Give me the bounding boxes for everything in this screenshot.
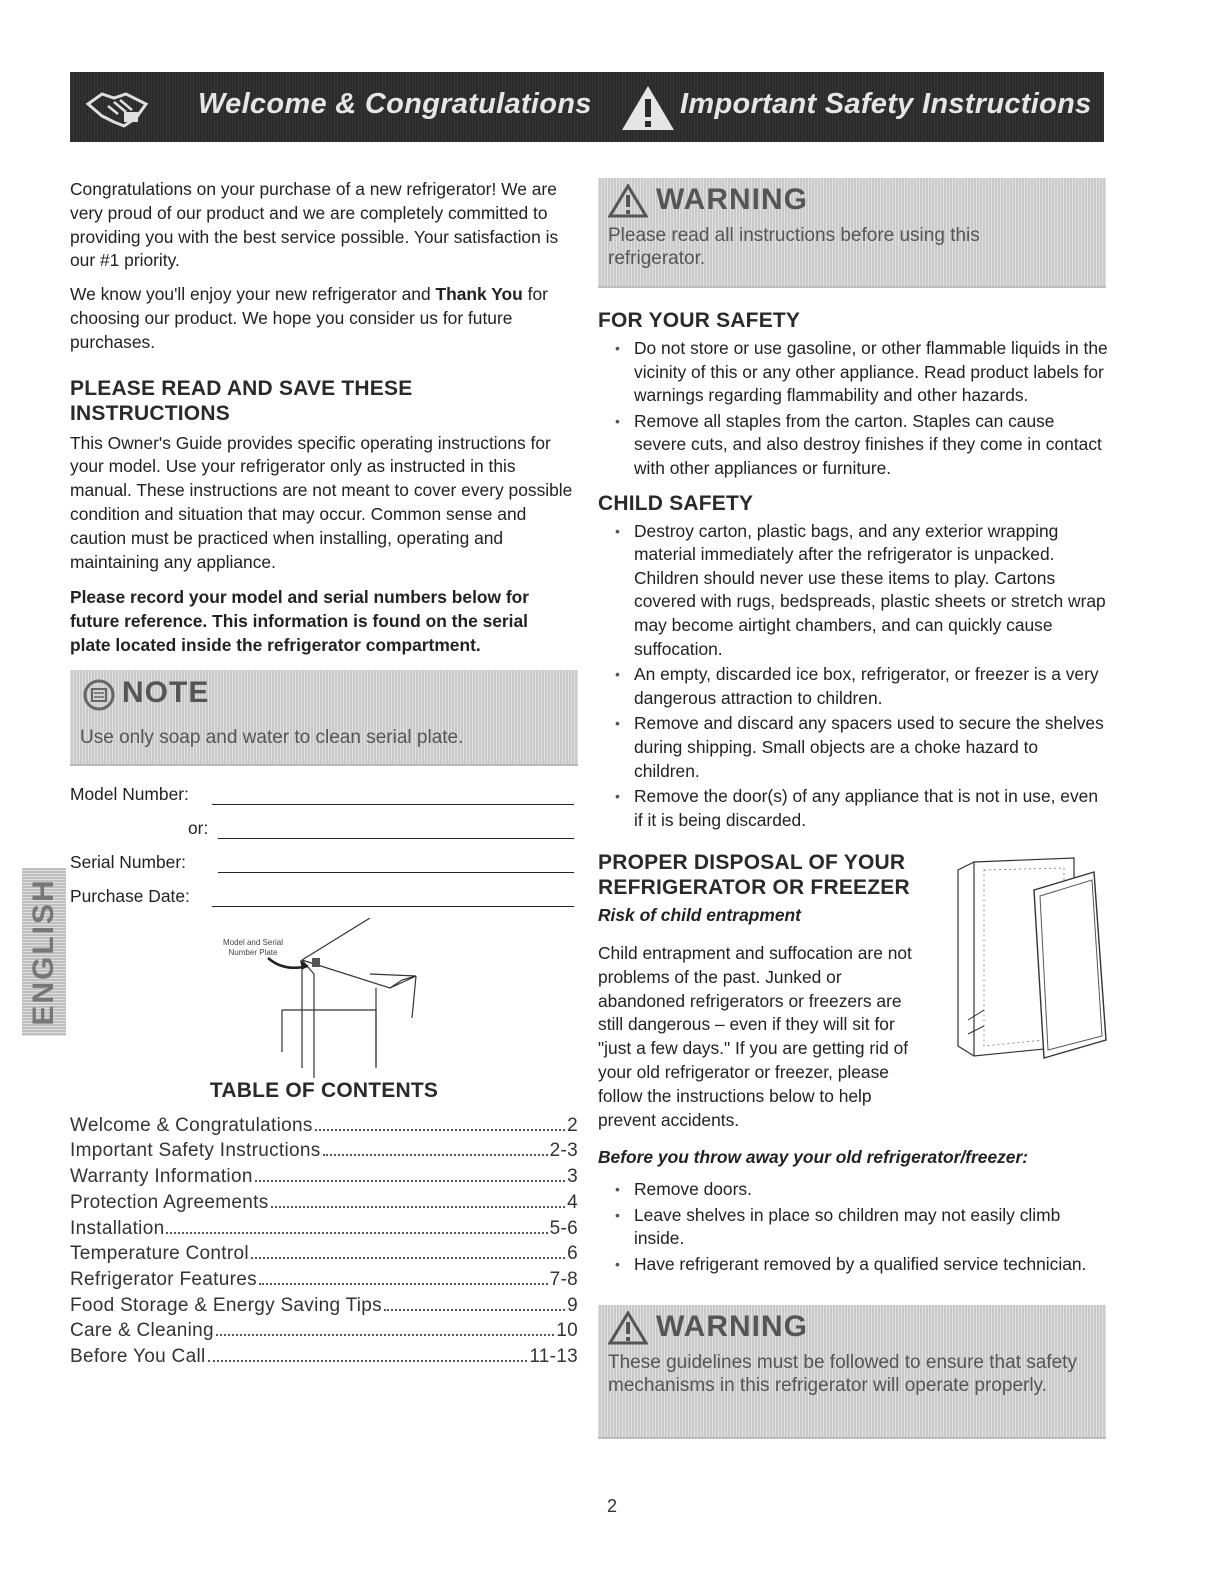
warning-icon [608, 1311, 648, 1345]
right-column [598, 178, 1108, 1439]
toc-title: Warranty Information [70, 1166, 253, 1188]
child-safety-list [598, 520, 1108, 833]
toc-title: Care & Cleaning [70, 1320, 214, 1342]
handshake-icon [84, 82, 150, 132]
banner-left-title: Welcome & Congratulations [198, 88, 592, 120]
toc-row [70, 1190, 578, 1216]
page-number: 2 [606, 1496, 617, 1516]
purchase-date-label: Purchase Date: [70, 885, 190, 906]
toc-title: Protection Agreements [70, 1191, 269, 1213]
or-label: or: [188, 817, 209, 838]
header-banner [70, 72, 1104, 142]
toc-page: 2-3 [549, 1140, 578, 1162]
toc-title: Food Storage & Energy Saving Tips [70, 1294, 382, 1316]
toc-title: Important Safety Instructions [70, 1140, 321, 1162]
toc-row [70, 1293, 578, 1319]
toc-leader-dots [166, 1232, 547, 1234]
your-safety-item: • Do not store or use gasoline, or other flammable liquids in the vicinity of this or any other appliance. Read product labels for warnings regarding flammability and other hazards. [598, 337, 1108, 408]
toc-page: 9 [567, 1294, 578, 1316]
toc-row [70, 1241, 578, 1267]
toc-row [70, 1344, 578, 1370]
warning-icon [608, 184, 648, 218]
toc-title: Installation [70, 1217, 165, 1239]
serial-number-line [218, 872, 574, 873]
toc-row [70, 1267, 578, 1293]
toc-row [70, 1138, 578, 1164]
toc-leader-dots [208, 1360, 528, 1362]
thank-you-bold: Thank You [435, 284, 523, 305]
note-title: NOTE [122, 675, 210, 709]
your-safety-item: • Remove all staples from the carton. Staples can cause severe cuts, and also destroy finishes if they come in contact with other appliances or furniture. [598, 410, 1108, 481]
before-throw-item: • Leave shelves in place so children may not easily climb inside. [598, 1204, 1108, 1251]
read-save-body: This Owner's Guide provides specific operating instructions for your model. Use your refrigerator only as instructed in this manual. These instructions are not meant to cover every possible condition and situation that may occur. Common sense and caution must be practiced when installing, operating and maintaining any appliance. [70, 432, 573, 572]
toc-page: 3 [567, 1166, 578, 1188]
read-save-heading: PLEASE READ AND SAVE THESE INSTRUCTIONS [70, 376, 413, 425]
warning-1-text: Please read all instructions before using this refrigerator. [608, 225, 980, 269]
disposal-body: Child entrapment and suffocation are not problems of the past. Junked or abandoned refrigerators or freezers are still dangerous – even if they will sit for "just a few days." If you are getting rid of your old refrigerator or freezer, please follow the instructions below to help prevent accidents. [598, 943, 912, 1130]
child-safety-item: • Destroy carton, plastic bags, and any exterior wrapping material immediately after the refrigerator is unpacked. Children should never use these items to play. Cartons covered with rugs, bedspreads, plastic sheets or stretch wrap may become airtight chambers, and can quickly cause suffocation. [598, 520, 1108, 662]
toc-page: 6 [567, 1243, 578, 1265]
serial-plate-figure [70, 918, 578, 1088]
serial-plate-label-1: Model and Serial [222, 937, 284, 947]
toc-page: 10 [556, 1320, 578, 1342]
toc-leader-dots [315, 1129, 565, 1131]
welcome-para-1: Congratulations on your purchase of a new refrigerator! We are very proud of our product and we are completely committed to providing you with the best service possible. Your satisfaction is our #1 priority. [70, 179, 559, 271]
toc-row [70, 1318, 578, 1344]
toc-page: 4 [567, 1191, 578, 1213]
welcome-para-2-b: for choosing our product. We hope you consider us for future purchases. [70, 284, 548, 352]
child-safety-item: • Remove and discard any spacers used to secure the shelves during shipping. Small objects are a choke hazard to children. [598, 712, 1108, 783]
your-safety-heading: FOR YOUR SAFETY [598, 309, 801, 332]
toc-page: 5-6 [549, 1217, 578, 1239]
warning-box-2 [598, 1305, 1106, 1439]
before-throw-item: • Remove doors. [598, 1178, 1108, 1202]
note-box [70, 670, 578, 766]
toc-title: Temperature Control [70, 1243, 249, 1265]
toc-leader-dots [251, 1257, 565, 1259]
warning-1-title: WARNING [656, 183, 808, 216]
model-number-field[interactable] [70, 782, 578, 816]
toc-title: Before You Call [70, 1346, 206, 1368]
before-throw-item: • Have refrigerant removed by a qualified service technician. [598, 1253, 1108, 1277]
warning-triangle-icon [620, 84, 676, 132]
warning-box-1 [598, 178, 1106, 288]
note-text: Use only soap and water to clean serial plate. [80, 726, 464, 748]
before-throw-heading: Before you throw away your old refrigerator/freezer: [598, 1147, 1029, 1168]
toc-heading: TABLE OF CONTENTS [209, 1078, 439, 1102]
welcome-para-2 [70, 283, 578, 354]
your-safety-list [598, 337, 1108, 481]
toc-list [70, 1113, 578, 1370]
model-number-label: Model Number: [70, 783, 189, 804]
before-throw-list [598, 1178, 1108, 1276]
disposal-section [598, 850, 1108, 1132]
purchase-date-field[interactable] [70, 884, 578, 918]
serial-number-field[interactable] [70, 850, 578, 884]
fridge-interior-drawing [70, 918, 578, 1088]
open-fridge-drawing [944, 850, 1110, 1064]
toc-page: 2 [567, 1114, 578, 1136]
or-line [218, 838, 574, 839]
language-side-tab [22, 868, 66, 1036]
language-side-tab-label: ENGLISH [27, 878, 60, 1026]
serial-number-label: Serial Number: [70, 851, 186, 872]
toc-leader-dots [271, 1206, 566, 1208]
toc-leader-dots [384, 1309, 565, 1311]
record-form [70, 782, 578, 918]
serial-plate-label-2: Number Plate [228, 947, 278, 957]
disposal-heading: PROPER DISPOSAL OF YOUR REFRIGERATOR OR FREEZER [598, 851, 910, 900]
note-icon [82, 678, 116, 712]
child-safety-item: • An empty, discarded ice box, refrigerator, or freezer is a very dangerous attraction to children. [598, 663, 1108, 710]
warning-2-title: WARNING [656, 1309, 808, 1343]
toc-leader-dots [255, 1180, 565, 1182]
welcome-para-2-a: We know you'll enjoy your new refrigerator and [70, 284, 436, 305]
toc-title: Welcome & Congratulations [70, 1114, 313, 1136]
banner-right-title: Important Safety Instructions [680, 88, 1092, 120]
child-safety-heading: CHILD SAFETY [598, 491, 754, 515]
toc-row [70, 1216, 578, 1242]
purchase-date-line [212, 906, 574, 907]
left-column [70, 178, 578, 1370]
toc-row [70, 1164, 578, 1190]
record-instructions: Please record your model and serial numbers below for future reference. This information is found on the serial plate located inside the refrigerator compartment. [70, 587, 530, 655]
toc-leader-dots [259, 1283, 548, 1285]
model-number-line [212, 804, 574, 805]
toc-page: 11-13 [529, 1346, 578, 1368]
warning-2-text: These guidelines must be followed to ensure that safety mechanisms in this refrigerator will operate properly. [608, 1351, 1077, 1396]
toc-leader-dots [323, 1154, 548, 1156]
disposal-subheading: Risk of child entrapment [598, 905, 801, 926]
or-field[interactable] [70, 816, 578, 850]
toc-row [70, 1113, 578, 1139]
toc-title: Refrigerator Features [70, 1268, 257, 1290]
child-safety-item: • Remove the door(s) of any appliance that is not in use, even if it is being discarded. [598, 785, 1108, 832]
toc-page: 7-8 [549, 1268, 578, 1290]
toc-leader-dots [216, 1334, 554, 1336]
